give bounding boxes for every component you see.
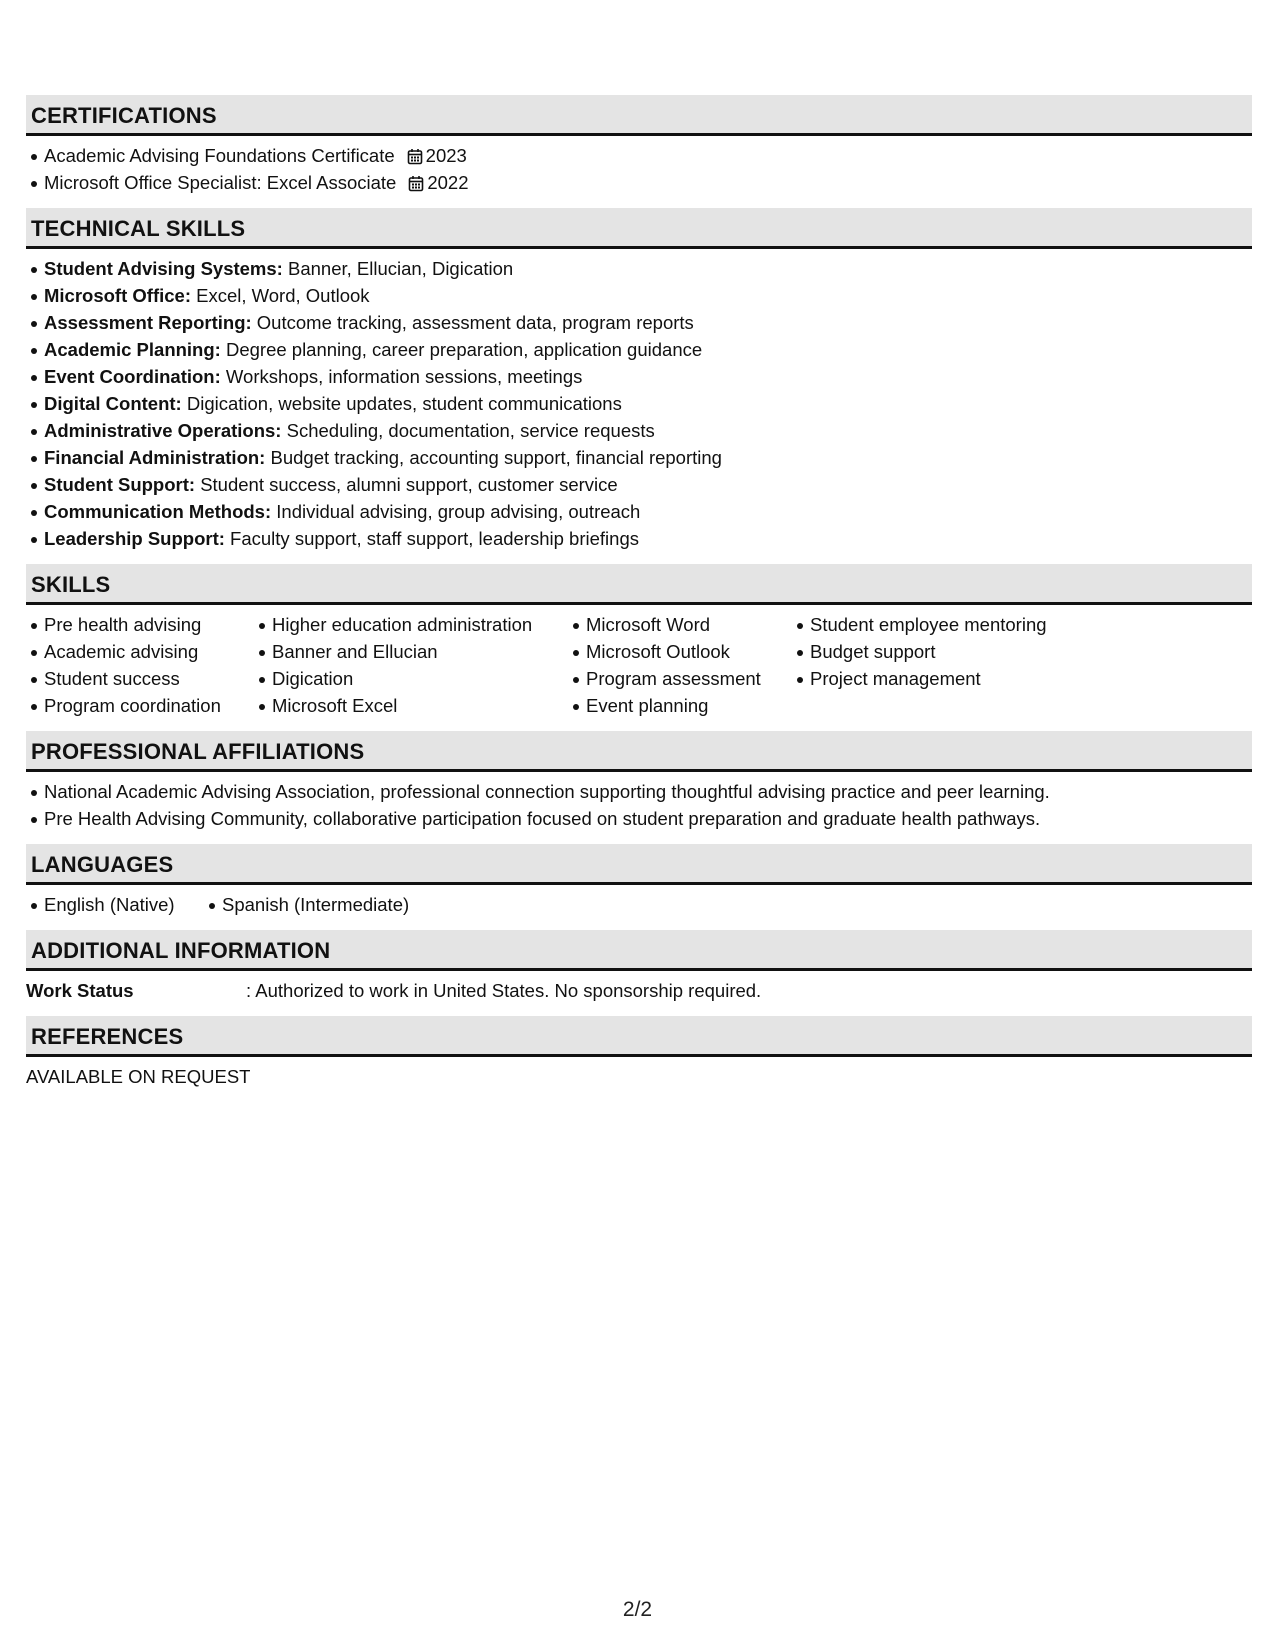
list-item: Student employee mentoring bbox=[810, 611, 1092, 638]
list-item: Event planning bbox=[586, 692, 792, 719]
certification-name: Microsoft Office Specialist: Excel Associate bbox=[44, 172, 397, 193]
certifications-list bbox=[26, 142, 1252, 196]
skill-values: Excel, Word, Outlook bbox=[190, 285, 370, 306]
skill-values: Digication, website updates, student communications bbox=[181, 393, 622, 414]
list-item bbox=[44, 525, 1252, 552]
certification-year: 2023 bbox=[425, 145, 467, 166]
affiliations-list bbox=[26, 778, 1252, 832]
additional-info-heading: ADDITIONAL INFORMATION bbox=[26, 930, 1252, 971]
list-item: English (Native) bbox=[44, 891, 204, 918]
skill-category: Event Coordination: bbox=[44, 366, 221, 387]
list-item bbox=[44, 169, 1252, 196]
skills-section bbox=[26, 564, 1252, 719]
list-item: Digication bbox=[272, 665, 568, 692]
certifications-heading: CERTIFICATIONS bbox=[26, 95, 1252, 136]
certifications-section bbox=[26, 95, 1252, 196]
calendar-icon bbox=[408, 175, 424, 192]
skill-values: Faculty support, staff support, leadership briefings bbox=[224, 528, 639, 549]
list-item: Pre Health Advising Community, collaborative participation focused on student preparation and graduate health pathways. bbox=[44, 805, 1252, 832]
calendar-icon bbox=[407, 148, 423, 165]
work-status-label: Work Status bbox=[26, 980, 134, 1001]
list-item bbox=[44, 142, 1252, 169]
references-section bbox=[26, 1016, 1252, 1090]
list-item bbox=[44, 309, 1252, 336]
list-item bbox=[44, 471, 1252, 498]
skill-values: Workshops, information sessions, meetings bbox=[220, 366, 583, 387]
certification-year: 2022 bbox=[427, 172, 469, 193]
list-item bbox=[44, 255, 1252, 282]
languages-heading: LANGUAGES bbox=[26, 844, 1252, 885]
list-item bbox=[44, 417, 1252, 444]
affiliations-section bbox=[26, 731, 1252, 832]
skill-category: Financial Administration: bbox=[44, 447, 266, 468]
certification-name: Academic Advising Foundations Certificate bbox=[44, 145, 395, 166]
languages-row bbox=[26, 891, 1252, 918]
list-item: Project management bbox=[810, 665, 1092, 692]
skill-category: Student Support: bbox=[44, 474, 196, 495]
additional-info-section bbox=[26, 930, 1252, 1004]
skill-values: Individual advising, group advising, outreach bbox=[271, 501, 641, 522]
skill-values: Banner, Ellucian, Digication bbox=[282, 258, 514, 279]
list-item: Pre health advising bbox=[44, 611, 254, 638]
work-status-value: : Authorized to work in United States. No sponsorship required. bbox=[246, 980, 762, 1001]
list-item: Higher education administration bbox=[272, 611, 568, 638]
list-item: Budget support bbox=[810, 638, 1092, 665]
resume-page bbox=[26, 95, 1252, 1102]
work-status-row bbox=[26, 977, 1252, 1004]
affiliations-heading: PROFESSIONAL AFFILIATIONS bbox=[26, 731, 1252, 772]
skill-category: Administrative Operations: bbox=[44, 420, 282, 441]
list-item: National Academic Advising Association, professional connection supporting thoughtful advising practice and peer learning. bbox=[44, 778, 1252, 805]
skill-category: Leadership Support: bbox=[44, 528, 225, 549]
skills-column bbox=[26, 611, 254, 719]
list-item bbox=[44, 390, 1252, 417]
references-heading: REFERENCES bbox=[26, 1016, 1252, 1057]
list-item bbox=[44, 498, 1252, 525]
languages-section bbox=[26, 844, 1252, 918]
list-item: Student success bbox=[44, 665, 254, 692]
list-item: Program coordination bbox=[44, 692, 254, 719]
skill-category: Digital Content: bbox=[44, 393, 182, 414]
list-item: Spanish (Intermediate) bbox=[222, 891, 409, 918]
skills-column bbox=[254, 611, 568, 719]
list-item bbox=[44, 336, 1252, 363]
skills-grid bbox=[26, 611, 1252, 719]
list-item: Microsoft Word bbox=[586, 611, 792, 638]
skill-category: Student Advising Systems: bbox=[44, 258, 283, 279]
page-number: 2/2 bbox=[622, 1598, 653, 1621]
list-item: Program assessment bbox=[586, 665, 792, 692]
list-item: Microsoft Outlook bbox=[586, 638, 792, 665]
skill-values: Degree planning, career preparation, application guidance bbox=[220, 339, 703, 360]
list-item bbox=[44, 282, 1252, 309]
skills-heading: SKILLS bbox=[26, 564, 1252, 605]
skill-category: Academic Planning: bbox=[44, 339, 221, 360]
list-item: Banner and Ellucian bbox=[272, 638, 568, 665]
technical-skills-list bbox=[26, 255, 1252, 552]
languages-column bbox=[204, 891, 409, 918]
skill-values: Outcome tracking, assessment data, program reports bbox=[251, 312, 694, 333]
list-item: Academic advising bbox=[44, 638, 254, 665]
skills-column bbox=[792, 611, 1092, 719]
skill-category: Communication Methods: bbox=[44, 501, 272, 522]
skill-values: Student success, alumni support, customer service bbox=[195, 474, 618, 495]
list-item: Microsoft Excel bbox=[272, 692, 568, 719]
technical-skills-section bbox=[26, 208, 1252, 552]
references-text: AVAILABLE ON REQUEST bbox=[26, 1066, 251, 1087]
skill-category: Microsoft Office: bbox=[44, 285, 191, 306]
skill-category: Assessment Reporting: bbox=[44, 312, 252, 333]
list-item bbox=[44, 363, 1252, 390]
list-item bbox=[44, 444, 1252, 471]
technical-skills-heading: TECHNICAL SKILLS bbox=[26, 208, 1252, 249]
skill-values: Scheduling, documentation, service requests bbox=[281, 420, 655, 441]
languages-column bbox=[26, 891, 204, 918]
skills-column bbox=[568, 611, 792, 719]
skill-values: Budget tracking, accounting support, financial reporting bbox=[265, 447, 722, 468]
